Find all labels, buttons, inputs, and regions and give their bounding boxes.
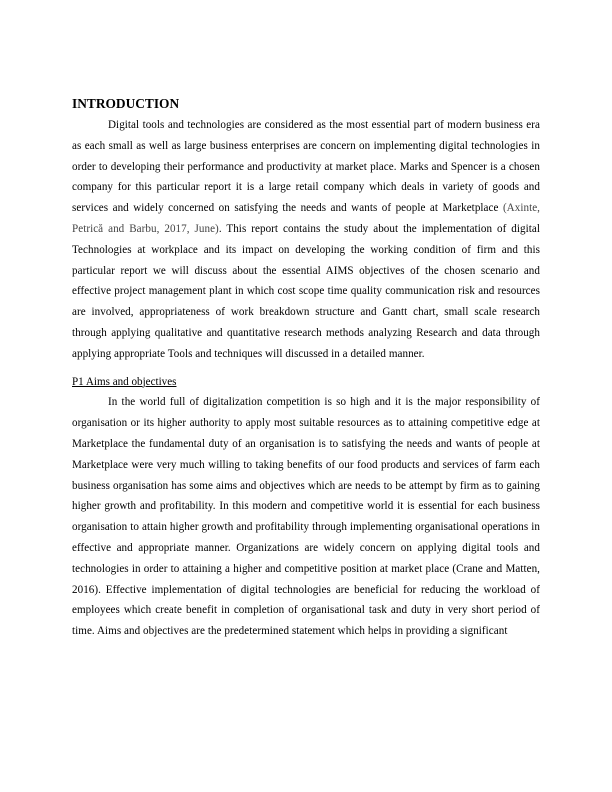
introduction-text-part1: Digital tools and technologies are considered as the most essential part of modern business era as each small as well as large business enterprises are concern on implementing digital technologies in order to developing their performance and productivity at market place. Marks and Spencer is a chosen company for this particular report it is a large retail company which deals in variety of goods and services and widely concerned on satisfying the needs and wants of people at Marketplace [72, 119, 540, 215]
document-page [72, 95, 540, 642]
introduction-text-part2: . This report contains the study about the implementation of digital Technologies at workplace and its impact on developing the working condition of firm and this particular report we will discuss about the essential AIMS objectives of the chosen scenario and effective project management plant in which cost scope time quality communication risk and resources are involved, appropriateness of work breakdown structure and Gantt chart, small scale research through applying qualitative and quantitative research methods analyzing Research and data through applying appropriate Tools and techniques will discussed in a detailed manner. [72, 222, 540, 360]
aims-text-part1: In the world full of digitalization competition is so high and it is the major responsibility of organisation or its higher authority to apply most suitable resources as to attaining competitive edge at Marketplace the fundamental duty of an organisation is to satisfying the needs and wants of people at Marketplace were very much willing to taking benefits of our food products and services of farm each business organisation has some aims and objectives which are needs to be attempt by firm as to gaining higher growth and profitability. In this modern and competitive world it is essential for each business organisation to attain higher growth and profitability through implementing organisational operations in effective and appropriate manner. Organizations are widely concern on applying digital tools and technologies in order to attaining a higher and competitive position at market place [72, 396, 540, 575]
aims-text-part2: . Effective implementation of digital technologies are beneficial for reducing the workload of employees which create benefit in completion of organisational task and duty in very short period of time. Aims and objectives are the predetermined statement which helps in providing a significant [72, 583, 540, 638]
introduction-citation: (Axinte, Petrică and Barbu, 2017, June) [72, 202, 540, 235]
section-heading-introduction: INTRODUCTION [72, 96, 180, 111]
aims-citation: (Crane and Matten, 2016) [72, 562, 540, 596]
subheading-aims-objectives: P1 Aims and objectives [72, 375, 177, 388]
aims-paragraph [72, 392, 540, 642]
introduction-paragraph [72, 115, 540, 365]
